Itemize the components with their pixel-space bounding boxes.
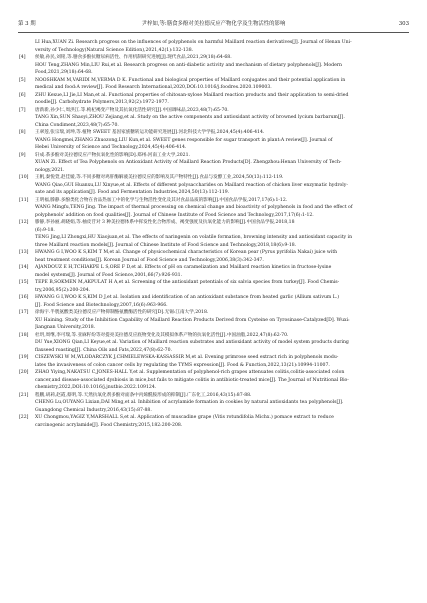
reference-entry [19,249,405,264]
reference-entry [19,114,405,129]
reference-entry [19,219,405,234]
reference-text-line: Hebei University of Science and Technology,2024,45(4):406-414. [35,145,187,150]
reference-number: [6] [19,92,26,98]
reference-number: [20] [19,370,29,375]
reference-text-line: 杜玥,周继,李可瑞,等.亚麻籽纷等对提亮美拉德反应底物变化及其模拟体系产物的抗氧化活性[J].中国油脂,2022,47(8):62-70. [35,332,289,338]
reference-entry [19,369,405,392]
reference-number: [22] [19,415,29,420]
reference-text-line: CHENG Lu,OUYANG Lixian,DAI Ming,et al. Inhibition of acrylamide formation in cookies by natural antioxidants tea polyphenols[J]. [35,400,344,405]
reference-entry [19,152,405,160]
reference-text-line: medical and food:A review[J]. Food Research International,2020,DOI:10.1016/j.foodres.2020.109003. [35,85,272,90]
reference-text-line: try,2006,95(2):200-204. [35,287,91,293]
reference-text-line: cancer,and disease-associated dysbiosis in mice,but fails to mitigate colitis in antibiotic-treated mice[J]. The Journal of Nutritional Bio- [35,377,349,383]
reference-entry [19,309,405,317]
reference-entry [19,204,405,219]
reference-text-line: carcinogenic acrylamide[J]. Food Chemistry,2015,182:200-208. [35,422,183,428]
reference-text-line: Jiangnan University,2018. [35,325,96,330]
reference-text-line: 王明福,滕静.多酚类化合物在食品热加工中的化学与生物活性变化及其对食品品质的影响[J].中国食品学报,2017,17(6):1-12. [35,197,288,203]
reference-text-line: XUAN Zi. Effect of Tea Polyphenols on Antioxidant Activity of Maillard Reaction Products[D]. Zhengzhou:Henan University of Tech- [35,160,342,165]
reference-entry [19,182,405,197]
reference-text-line: chemistry,2022,DOI:10.1016/j.jnutbio.2022.109124. [35,385,157,390]
reference-text-line: Food,2021,29(18):64-68. [35,70,93,75]
reference-entry [19,159,405,174]
reference-number: [17] [19,310,29,315]
reference-entry [19,414,405,429]
reference-number: [11] [19,197,29,203]
reference-number: [7] [19,107,26,113]
reference-text-line: HOU Teng,ZHANG Min,LIU Rui,et al. Research progress on anti-diabetic activity and mechanism of dietary polyphenols[J]. Modern [35,62,342,68]
reference-number: [13] [19,250,29,255]
reference-entry [19,92,405,107]
reference-text-line: (6):9-18. [35,227,55,233]
reference-entry [19,392,405,400]
reference-text-line: model systems[J]. Journal of Food Science,2001,66(7):926-931. [35,272,183,278]
page-number: 303 [398,21,409,27]
reference-text-line: DU Yue,XIONG Qian,LI Keyue,et al. Variation of Maillard reaction substrates and antioxidant activity of model system products during [35,340,349,345]
reference-entry [19,332,405,340]
reference-number: [18] [19,332,29,338]
reference-number: [16] [19,295,29,300]
reference-text-line: WANG Qiao,GUI Huanxu,LU Xinyue,et al. Effects of different polysaccharides on Maillard reaction of chicken liver enzymatic hydroly- [35,182,348,188]
reference-number: [10] [19,175,29,180]
reference-number: [21] [19,392,29,398]
reference-entry [19,129,405,137]
reference-text-line: 徐海宇.半胱氨酸类美拉德反应产物抑制酪氨酸酶活性的研究[D].无锡:江南大学,2018. [35,310,209,315]
page-header [18,20,409,33]
reference-text-line: AJANDOUZ E H,TCHIAKPE L S,ORE F D,et al. Effects of pH on caramelization and Maillard reaction kinetics in fructose-lysine [35,265,332,270]
running-title: 尹梓如,等:膳食多酚对美拉德反应产物化学及生物活性的影响 [141,21,286,27]
reference-text-line: WANG Hongmei,ZHANG Zhuozong,LIU Kun,et al. SWEET genes responsible for sugar transport in plant:A review[J]. Journal of [35,137,333,143]
reference-text-line: TANG Xin,SUN Shaoyi,ZHOU Zejiang,et al. Study on the active components and antioxidant activity of browned lycium barbarum[J]. [35,115,345,120]
reference-text-line: 王翠莲,张宗瑞,刘坤,等.植物 SWEET 基因家族糖转运功能研究进展[J].河北科技大学学报,2024,45(4):406-414. [35,130,265,135]
reference-entry [19,234,405,249]
reference-text-line: NOOSHKAM M,VARIDI M,VERMA D K. Functional and biological properties of Maillard conjugates and their potential application in [35,77,346,83]
reference-number: [4] [19,55,26,60]
reference-entry [19,54,405,62]
reference-text-line: TENG Jing,LI Zhongxi,HU Xiaojuan,et al. The effects of naringenin on volatile formation, browning intensity and antioxidant capacity in [35,235,353,240]
reference-entry [19,264,405,279]
reference-text-line: Guangdong Chemical Industry,2016,43(15):87-88. [35,407,152,413]
reference-entry [19,339,405,354]
reference-text-line: polyphenols' addition on food qualities[J]. Journal of Chinese Institute of Food Science and Technology,2017,17(6):1-12. [35,212,314,218]
reference-text-line: XU Haining. Study of the Inhibition Capability of Maillard Reaction Products Derived from Cysteine on Tyrosinase-Catalyzed[D]. Wuxi: [35,317,350,323]
reference-entry [19,107,405,115]
reference-number: [8] [19,130,26,135]
reference-text-line: WANG Mingfu,TENG Jing. The impact of thermal processing on chemical change and bioactivity of polyphenols in food and the effect of [35,205,353,210]
reference-text-line: 侯敏,孙民,刘铭,等.膳食多酚抗糖尿病活性、作用机制研究进展[J].现代食品,2021,29(18):64-68. [35,55,232,60]
reference-entry [19,174,405,182]
reference-text-line: 王帆,秦悦萱,赵佳媛,等.不同多糖对鸡肝酶解液美拉德反应的影响及其产物特性[J].食品与发酵工业,2024,50(13):112-119. [35,175,284,180]
reference-text-line: China Condiment,2023,48(7):65-70. [35,122,119,128]
reference-text-line: 唐新新,孙少仁,周洪江.等.枸杞褐变产物及其抗氧化活性研究[J].中国调味品,2023,48(7):65-70. [35,107,229,113]
reference-entry [19,77,405,92]
reference-entry [19,39,405,54]
reference-text-line: versity of Technology(Natural Science Edition),2021,42(1):132-138. [35,47,194,53]
reference-text-line: three Maillard reaction models[J]. Journal of Chinese Institute of Food Science and Technology,2018,18(6):9-18. [35,242,297,248]
reference-entry [19,294,405,309]
reference-number: [14] [19,265,29,270]
reference-number: [5] [19,77,26,83]
reference-text-line: ZHU Kexue,LI Jie,LI Man,et al. Functional properties of chitosan-xylose Maillard reaction products and their application to semi-dried [35,92,349,98]
reference-text-line: lates the invasiveness of colon cancer cells by regulating the TYMS expression[J]. Food & Function,2022,13(21):10994-11007. [35,362,330,368]
reference-number: [15] [19,280,29,285]
reference-text-line: 滕静,李孙丽,胡晓娟,等.柚皮苷对 3 种美拉德体系中挥发性化合物形成、褐变强度及抗氧化能力的影响[J].中国食品学报,2018,18 [35,220,295,225]
reference-text-line: flaxseed roasting[J]. China Oils and Fats,2022,47(8):62-70. [35,347,172,353]
reference-text-line: [J]. Food Science and Biotechnology,2007,16(6):963-966. [35,302,168,308]
reference-entry [19,279,405,294]
reference-text-line: XU Chongmou,YAGIZ Y,MARSHALL S,et al. Application of muscadine grape (Vitis rotundifolia Michx.) pomace extract to reduce [35,415,334,420]
reference-entry [19,197,405,205]
reference-text-line: heat treatment conditions[J]. Korean Journal of Food Science and Technology,2006,38(3):342-347. [35,257,264,263]
reference-text-line: noodle[J]. Carbohydrate Polymers,2013,92(2):1972-1977. [35,100,169,105]
reference-entry [19,62,405,77]
reference-text-line: TEPE B,SOKMEN M,AKPULAT H A,et al. Screening of the antioxidant potentials of six salvia species from turkey[J]. Food Chemis- [35,280,340,285]
reference-entry [19,317,405,332]
reference-number: [12] [19,220,29,225]
reference-list [19,39,405,429]
reference-text-line: HWANG G I,WOO K S,KIM D J,et al. Isolation and identification of an antioxidant substance from heated garlic (Allium sativum L.) [35,295,340,300]
issue-label: 第 3 期 [18,21,36,27]
reference-text-line: 程鹏,胡莉,赵霞,蔡明,等.天然抗氧化剂多酚对面条中丙烯酰胺形成的抑制[J].广东化工,2016,43(15):87-88. [35,392,252,398]
reference-text-line: CISZEWSKI W M,WLODARCZYK J,CHMIELEWSKA-KASSASSIR M,et al. Evening primrose seed extract rich in polyphenols modu- [35,355,339,360]
reference-entry [19,354,405,369]
reference-number: [19] [19,355,29,360]
reference-text-line: HWANG G I,WOO K S,KIM T M,et al. Change of physicochemical characteristics of Korean pear (Pyrus pyrifolia Nakai) juice with [35,250,338,255]
reference-text-line: nology,2021. [35,167,65,173]
reference-entry [19,137,405,152]
reference-text-line: 轩成.茶多酚对美拉德反应产物抗氧化性的影响[D].郑州:河南工业大学,2021. [35,152,190,158]
reference-number: [9] [19,152,26,158]
reference-text-line: sate and its application[J]. Food and Fermentation Industries,2024,50(13):112-119. [35,190,230,195]
reference-text-line: ZHAO Yiying,NAKATSU C,JONES-HALL Y,et al. Supplementation of polyphenol-rich grapes attenuates colitis,colitis-associated colon [35,370,345,375]
reference-entry [19,399,405,414]
reference-text-line: LI Hua,XUAN Zi. Research progress on the influences of polyphenols on harmful Maillard reaction derivatives[J]. Journal of Henan Uni- [35,40,352,45]
